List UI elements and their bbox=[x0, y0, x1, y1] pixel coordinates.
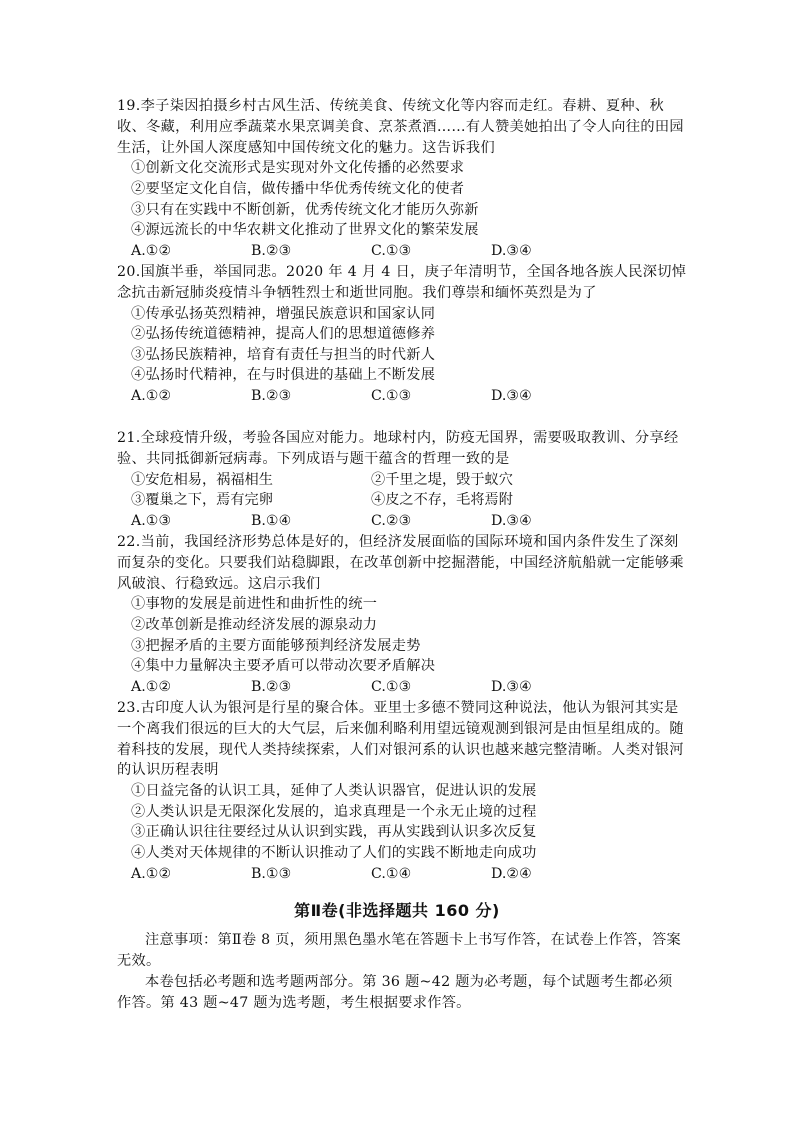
answer-b: B.①④ bbox=[251, 512, 292, 529]
option: ①安危相易，祸福相生 bbox=[131, 471, 273, 488]
answer-a: A.①② bbox=[131, 678, 172, 695]
option: ②改革创新是推动经济发展的源泉动力 bbox=[131, 616, 378, 633]
answer-c: C.①③ bbox=[371, 678, 412, 695]
option: ③把握矛盾的主要方面能够预判经济发展走势 bbox=[131, 637, 421, 654]
question-text: 国旗半垂，举国同悲。2020 年 4 月 4 日，庚子年清明节，全国各地各族人民深切悼念抗击新冠肺炎疫情斗争牺牲烈士和逝世同胞。我们尊崇和缅怀英烈是为了 bbox=[117, 264, 687, 301]
section-description: 本卷包括必考题和选考题两部分。第 36 题~42 题为必考题，每个试题考生都必须作答。第 43 题~47 题为选考题，考生根据要求作答。 bbox=[117, 974, 673, 1011]
answer-a: A.①② bbox=[131, 865, 172, 882]
option: ②人类认识是无限深化发展的，追求真理是一个永无止境的过程 bbox=[131, 803, 537, 820]
question-text: 当前，我国经济形势总体是好的，但经济发展面临的国际环境和国内条件发生了深刻而复杂的变化。只要我们站稳脚跟，在改革创新中挖掘潜能，中国经济航船就一定能够乘风破浪、行稳致远。这启示我们 bbox=[117, 534, 684, 592]
option: ④人类对天体规律的不断认识推动了人们的实践不断地走向成功 bbox=[131, 844, 537, 861]
answer-b: B.②③ bbox=[251, 242, 292, 259]
answer-b: B.②③ bbox=[251, 387, 292, 404]
option: ①日益完备的认识工具，延伸了人类认识器官，促进认识的发展 bbox=[131, 783, 537, 800]
answer-choices bbox=[131, 677, 687, 698]
answer-a: A.①② bbox=[131, 242, 172, 259]
option: ②要坚定文化自信，做传播中华优秀传统文化的使者 bbox=[131, 180, 465, 197]
answer-c: C.①③ bbox=[371, 242, 412, 259]
question-text: 李子柒因拍摄乡村古风生活、传统美食、传统文化等内容而走红。春耕、夏种、秋收、冬藏，利用应季蔬菜水果烹调美食、烹茶煮酒……有人赞美她拍出了令人向往的田园生活，让外国人深度感知中国传统文化的魅力。这告诉我们 bbox=[117, 98, 684, 156]
answer-choices bbox=[131, 511, 687, 532]
question-19 bbox=[117, 96, 687, 261]
question-stem bbox=[117, 96, 687, 158]
option: ④弘扬时代精神，在与时俱进的基础上不断发展 bbox=[131, 367, 436, 384]
answer-d: D.③④ bbox=[491, 242, 532, 259]
option-row bbox=[131, 470, 687, 491]
answer-c: C.②③ bbox=[371, 512, 412, 529]
question-stem bbox=[117, 428, 687, 470]
section-title: 第Ⅱ卷(非选择题共 160 分) bbox=[294, 901, 500, 920]
answer-choices bbox=[131, 864, 687, 885]
option: ③只有在实践中不断创新，优秀传统文化才能历久弥新 bbox=[131, 201, 479, 218]
option: ④集中力量解决主要矛盾可以带动次要矛盾解决 bbox=[131, 658, 436, 675]
question-number: 22. bbox=[117, 534, 141, 550]
option-row bbox=[131, 490, 687, 511]
option: ③弘扬民族精神，培育有责任与担当的时代新人 bbox=[131, 346, 436, 363]
question-number: 23. bbox=[117, 700, 141, 716]
answer-d: D.③④ bbox=[491, 512, 532, 529]
question-21 bbox=[117, 428, 687, 531]
question-23 bbox=[117, 698, 687, 884]
answer-d: D.②④ bbox=[491, 865, 532, 882]
question-stem bbox=[117, 698, 687, 781]
answer-d: D.③④ bbox=[491, 678, 532, 695]
answer-b: B.①③ bbox=[251, 865, 292, 882]
option: ①事物的发展是前进性和曲折性的统一 bbox=[131, 596, 378, 613]
option: ①创新文化交流形式是实现对外文化传播的必然要求 bbox=[131, 160, 465, 177]
question-stem bbox=[117, 262, 687, 304]
question-text: 全球疫情升级，考验各国应对能力。地球村内，防疫无国界，需要吸取教训、分享经验、共同抵御新冠病毒。下列成语与题干蕴含的哲理一致的是 bbox=[117, 430, 679, 467]
question-22 bbox=[117, 532, 687, 697]
answer-b: B.②③ bbox=[251, 678, 292, 695]
option: ①传承弘扬英烈精神，增强民族意识和国家认同 bbox=[131, 305, 436, 322]
option: ④皮之不存，毛将焉附 bbox=[371, 492, 513, 509]
answer-a: A.①③ bbox=[131, 512, 172, 529]
option: ④源远流长的中华农耕文化推动了世界文化的繁荣发展 bbox=[131, 222, 479, 239]
option: ②弘扬传统道德精神，提高人们的思想道德修养 bbox=[131, 326, 436, 343]
question-text: 古印度人认为银河是行星的聚合体。亚里士多德不赞同这种说法，他认为银河其实是一个离我们很远的巨大的大气层，后来伽利略利用望远镜观测到银河是由恒星组成的。随着科技的发展，现代人类持续探索，人们对银河系的认识也越来越完整清晰。人类对银河的认识历程表明 bbox=[117, 700, 684, 779]
option: ②千里之堤，毁于蚁穴 bbox=[371, 471, 513, 488]
option: ③覆巢之下，焉有完卵 bbox=[131, 492, 273, 509]
answer-c: C.①④ bbox=[371, 865, 412, 882]
option: ③正确认识往往要经过从认识到实践，再从实践到认识多次反复 bbox=[131, 824, 537, 841]
answer-a: A.①② bbox=[131, 387, 172, 404]
answer-d: D.③④ bbox=[491, 387, 532, 404]
question-number: 19. bbox=[117, 98, 141, 114]
answer-choices bbox=[131, 241, 687, 262]
answer-choices bbox=[131, 386, 687, 407]
section-note: 注意事项：第Ⅱ卷 8 页，须用黑色墨水笔在答题卡上书写作答，在试卷上作答，答案无效。 bbox=[117, 932, 681, 969]
question-stem bbox=[117, 532, 687, 594]
answer-c: C.①③ bbox=[371, 387, 412, 404]
question-number: 20. bbox=[117, 264, 141, 280]
question-number: 21. bbox=[117, 430, 141, 446]
question-20 bbox=[117, 262, 687, 407]
